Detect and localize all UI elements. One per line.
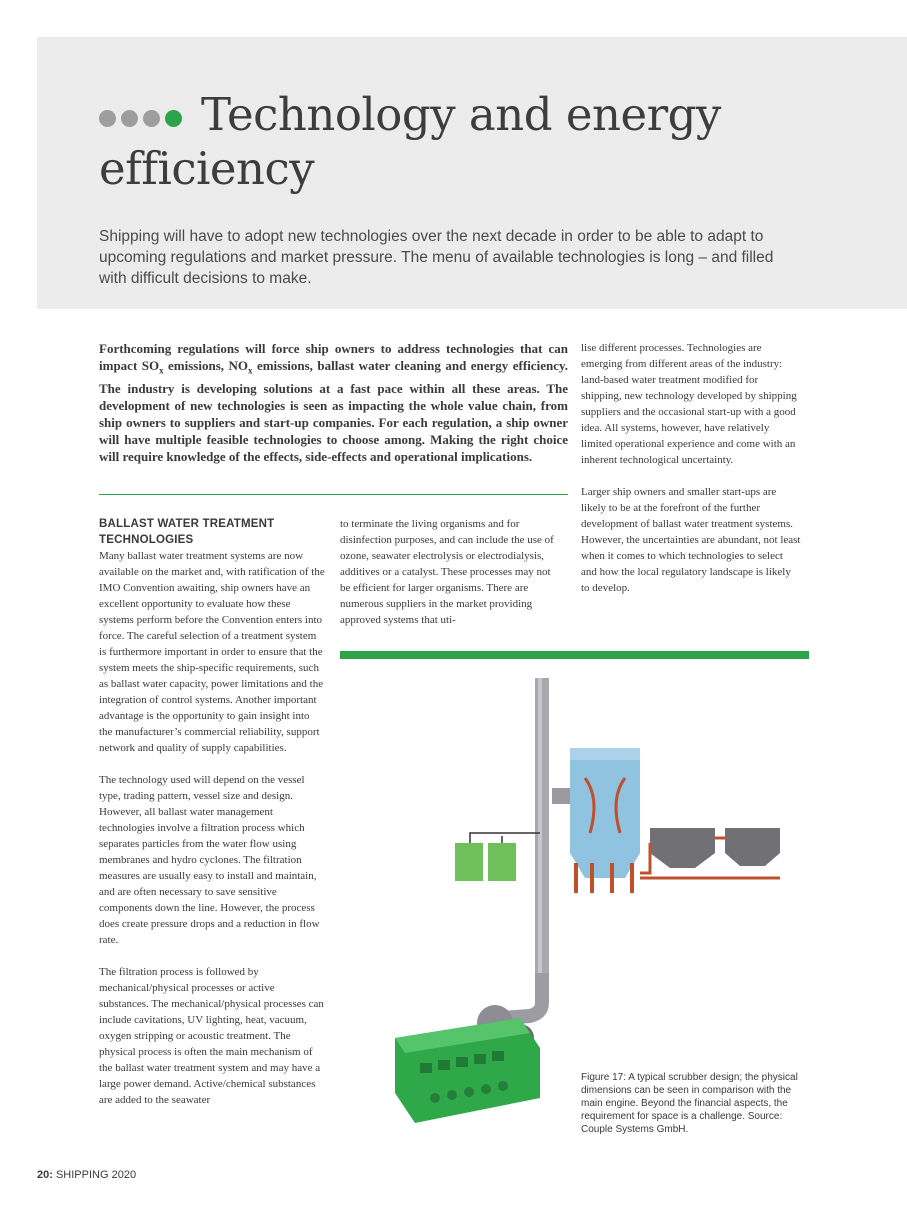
lead-text: Forthcoming regulations will force ship owners to address technologies that can impact SO	[99, 341, 568, 373]
page-footer	[37, 1169, 136, 1181]
lead-subscript: x	[159, 365, 164, 376]
lead-text: emissions, NO	[163, 358, 248, 373]
column-3	[581, 340, 801, 612]
divider	[99, 494, 568, 495]
body-paragraph: The technology used will depend on the vessel type, trading pattern, vessel size and design. However, all ballast water management technologies involve a filtration process which separates particles from the water flow using membranes and hydro cyclones. The filtration measures are usually easy to install and maintain, and are often necessary to save sensitive components down the line. However, the process does create pressure drops and a reduction in flow rate.	[99, 774, 320, 946]
body-paragraph: Many ballast water treatment systems are now available on the market and, with ratification of the IMO Convention awaiting, ship owners have an excellent opportunity to evaluate how these systems perform before the Convention enters into force. The careful selection of a treatment system is furthermore important in order to ensure that the system meets the ship-specific requirements, such as ballast water capacity, power limitations and the integration of control systems. Another important advantage is the opportunity to gain insight into the manufacturer’s commercial reliability, support network and quality of supply capabilities.	[99, 550, 325, 754]
tower-hopper	[570, 853, 640, 878]
figure-divider	[340, 651, 809, 659]
tower-top	[570, 748, 640, 760]
publication-name: SHIPPING 2020	[55, 1169, 137, 1181]
dot-icon	[121, 110, 138, 127]
title-block	[99, 88, 859, 196]
tank	[725, 828, 780, 866]
column-2	[340, 516, 558, 644]
figure-caption: Figure 17: A typical scrubber design; the physical dimensions can be seen in comparison with the main engine. Beyond the financial aspects, the requirement for space is a challenge. Source: Couple Systems GmbH.	[581, 1072, 798, 1135]
body-paragraph: lise different processes. Technologies are emerging from different areas of the industry: land-based water treatment modified for shipping, new technology developed by shipping suppliers and the occasional start-up with a good idea. All systems, however, have relatively limited operational experience and come with an inherent technological uncertainty.	[581, 342, 797, 466]
page-title-line1: Technology and energy	[201, 88, 721, 141]
tank	[650, 828, 715, 868]
dot-active-icon	[165, 110, 182, 127]
dot-icon	[99, 110, 116, 127]
section-dots-icon	[99, 110, 189, 128]
lead-subscript: x	[247, 365, 253, 376]
intro-paragraph: Shipping will have to adopt new technologies over the next decade in order to be able to adapt to upcoming regulations and market pressure. The menu of available technologies is long – and filled with difficult decisions to make.	[99, 228, 774, 287]
dot-icon	[143, 110, 160, 127]
pipe-highlight	[538, 678, 542, 978]
pipe-connector	[552, 788, 570, 804]
scrubber-tower	[570, 748, 640, 853]
section-heading: BALLAST WATER TREATMENT TECHNOLOGIES	[99, 518, 275, 546]
control-cabinet	[455, 843, 483, 881]
body-paragraph: to terminate the living organisms and for disinfection purposes, and can include the use of ozone, seawater electrolysis or electrodialysis, additives or a catalyst. These processes may not be efficient for larger organisms. There are numerous suppliers in the market providing approved systems that uti-	[340, 518, 554, 626]
cable	[470, 833, 540, 843]
lead-text: emissions, ballast water cleaning and energy efficiency. The industry is developing solutions at a fast pace within all these areas. The development of new technologies is seen as impacting the whole value chain, from ship owners to suppliers and start-up companies. For each regulation, a ship owner will have multiple feasible technologies to choose among. Making the right choice will require knowledge of the effects, side-effects and operational implications.	[99, 358, 568, 464]
body-paragraph: Larger ship owners and smaller start-ups are likely to be at the forefront of the further development of ballast water treatment systems. However, the uncertainties are abundant, not least when it comes to which technologies to select and how the local regulatory landscape is likely to develop.	[581, 486, 801, 594]
lead-paragraph	[99, 340, 568, 465]
page-title	[99, 88, 859, 196]
page-title-line2: efficiency	[99, 142, 315, 195]
body-paragraph: The filtration process is followed by mechanical/physical processes or active substances. The mechanical/physical processes can include cavitations, UV lighting, heat, vacuum, oxygen stripping or acoustic treatment. The physical process is often the main mechanism of the ballast water treatment system and may have a large power demand. Active/chemical substances are added to the seawater	[99, 966, 324, 1106]
column-1	[99, 516, 325, 1124]
page-number: 20:	[37, 1169, 53, 1181]
control-cabinet	[488, 843, 516, 881]
